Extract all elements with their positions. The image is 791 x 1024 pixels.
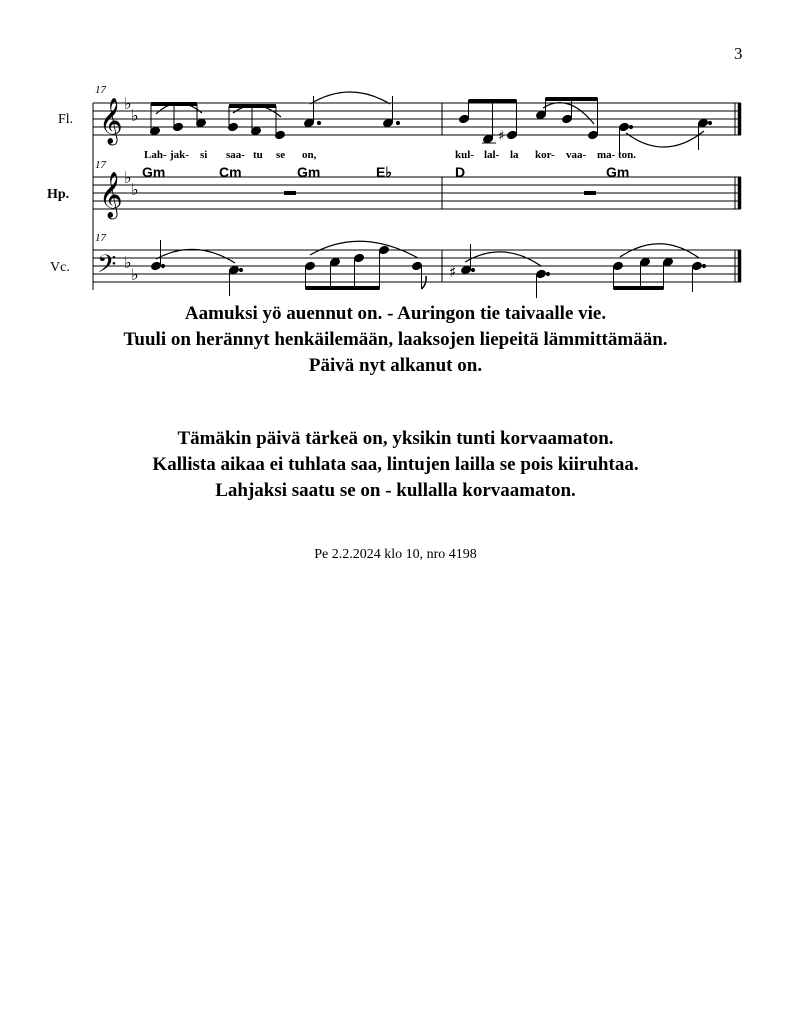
lyric-syllable: vaa- <box>566 149 587 161</box>
verse-1 <box>0 301 791 379</box>
verse-line: Kallista aikaa ei tuhlata saa, lintujen lailla se pois kiiruhtaa. <box>152 454 639 475</box>
treble-clef-icon: 𝄞 <box>99 98 123 144</box>
cello-notes <box>151 240 706 298</box>
instrument-label-flute: Fl. <box>58 112 74 127</box>
flute-lyrics <box>144 149 636 161</box>
lyric-syllable: si <box>200 149 208 161</box>
lyric-syllable: kul- <box>455 149 474 161</box>
chord-symbol: Gm <box>606 164 630 180</box>
verse-line: Lahjaksi saatu se on - kullalla korvaamaton. <box>215 480 576 501</box>
lyric-syllable: lal- <box>484 149 500 161</box>
flute-staff <box>93 103 741 135</box>
bass-clef-icon: 𝄢 <box>97 250 117 285</box>
instrument-label-harp: Hp. <box>47 187 70 202</box>
svg-text:♯: ♯ <box>449 263 457 281</box>
music-score <box>0 0 791 300</box>
lyric-syllable: la <box>510 149 519 161</box>
lyric-syllable: saa- <box>226 149 245 161</box>
lyric-syllable: ma- <box>597 149 616 161</box>
lyric-syllable: on, <box>302 149 317 161</box>
harp-chords <box>142 164 629 180</box>
lyric-syllable: kor- <box>535 149 555 161</box>
flat-icon: ♭ <box>131 265 139 284</box>
flat-icon: ♭ <box>124 94 132 113</box>
verse-2 <box>0 426 791 504</box>
chord-symbol: Gm <box>142 164 166 180</box>
verse-line: Tämäkin päivä tärkeä on, yksikin tunti korvaamaton. <box>177 428 614 449</box>
lyric-syllable: se <box>276 149 286 161</box>
lyric-syllable: Lah- <box>144 149 167 161</box>
lyric-syllable: jak- <box>170 149 189 161</box>
chord-symbol: D <box>455 164 466 180</box>
chord-symbol: E♭ <box>376 164 392 180</box>
flat-icon: ♭ <box>131 106 139 125</box>
chord-symbol: Gm <box>297 164 321 180</box>
lyric-syllable: ton. <box>618 149 637 161</box>
flat-icon: ♭ <box>124 168 132 187</box>
harp-staff <box>93 177 741 209</box>
flat-icon: ♭ <box>131 180 139 199</box>
date-footer: Pe 2.2.2024 klo 10, nro 4198 <box>314 547 477 562</box>
verse-line: Tuuli on herännyt henkäilemään, laaksojen liepeitä lämmittämään. <box>123 329 668 350</box>
svg-text:♯: ♯ <box>498 129 505 144</box>
instrument-label-cello: Vc. <box>50 260 70 275</box>
verse-line: Aamuksi yö auennut on. - Auringon tie taivaalle vie. <box>184 303 607 324</box>
page-number: 3 <box>734 44 743 63</box>
chord-symbol: Cm <box>219 164 242 180</box>
measure-number: 17 <box>95 232 106 244</box>
measure-number: 17 <box>95 159 106 171</box>
flute-notes <box>150 92 712 154</box>
treble-clef-icon: 𝄞 <box>99 172 123 218</box>
lyric-syllable: tu <box>253 149 263 161</box>
flat-icon: ♭ <box>124 253 132 272</box>
verse-line: Päivä nyt alkanut on. <box>308 355 483 376</box>
measure-number: 17 <box>95 84 106 96</box>
